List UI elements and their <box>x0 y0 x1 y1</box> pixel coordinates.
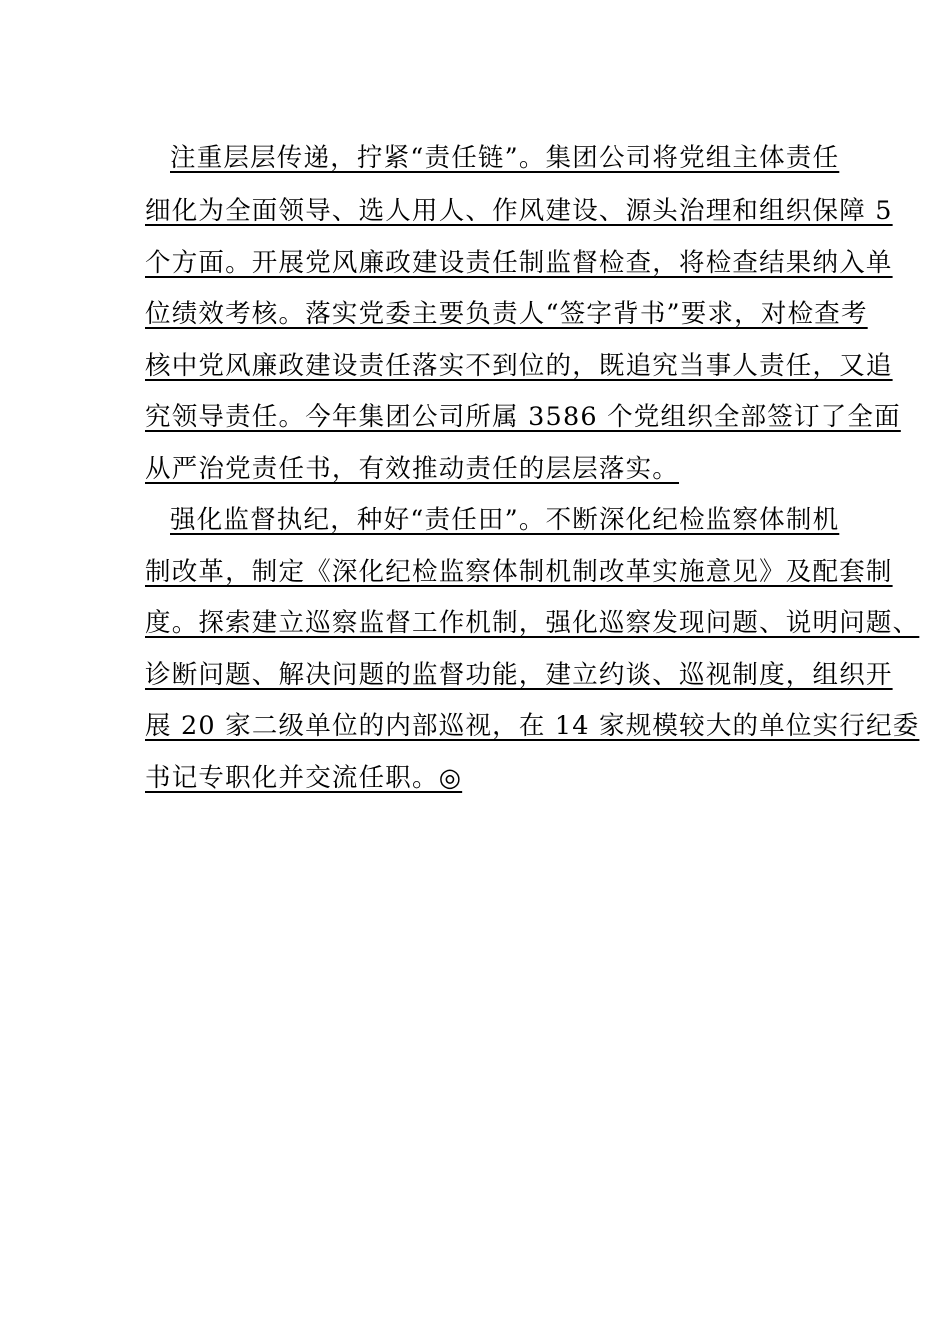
paragraph-1-line-3: 个方面。开展党风廉政建设责任制监督检查，将检查结果纳入单 <box>145 248 893 278</box>
paragraph-2-line-4: 诊断问题、解决问题的监督功能，建立约谈、巡视制度，组织开 <box>145 660 893 690</box>
paragraph-1-line-2: 细化为全面领导、选人用人、作风建设、源头治理和组织保障 5 <box>145 196 893 226</box>
paragraph-1-line-5: 核中党风廉政建设责任落实不到位的，既追究当事人责任，又追 <box>145 351 893 381</box>
paragraph-1-line-7: 从严治党责任书，有效推动责任的层层落实。 <box>145 454 680 484</box>
paragraph-2-line-1: 强化监督执纪，种好“责任田”。不断深化纪检监察体制机 <box>170 505 840 535</box>
paragraph-2-line-6: 书记专职化并交流任职。◎ <box>145 763 463 793</box>
paragraph-1-line-6: 究领导责任。今年集团公司所属 3586 个党组织全部签订了全面 <box>145 402 901 432</box>
paragraph-1-line-1: 注重层层传递，拧紧“责任链”。集团公司将党组主体责任 <box>170 143 840 173</box>
paragraph-2-line-5: 展 20 家二级单位的内部巡视，在 14 家规模较大的单位实行纪委 <box>145 711 920 741</box>
paragraph-2-line-3: 度。探索建立巡察监督工作机制，强化巡察发现问题、说明问题、 <box>145 608 920 638</box>
paragraph-2-line-2: 制改革，制定《深化纪检监察体制机制改革实施意见》及配套制 <box>145 557 893 587</box>
paragraph-1-line-4: 位绩效考核。落实党委主要负责人“签字背书”要求，对检查考 <box>145 299 868 329</box>
